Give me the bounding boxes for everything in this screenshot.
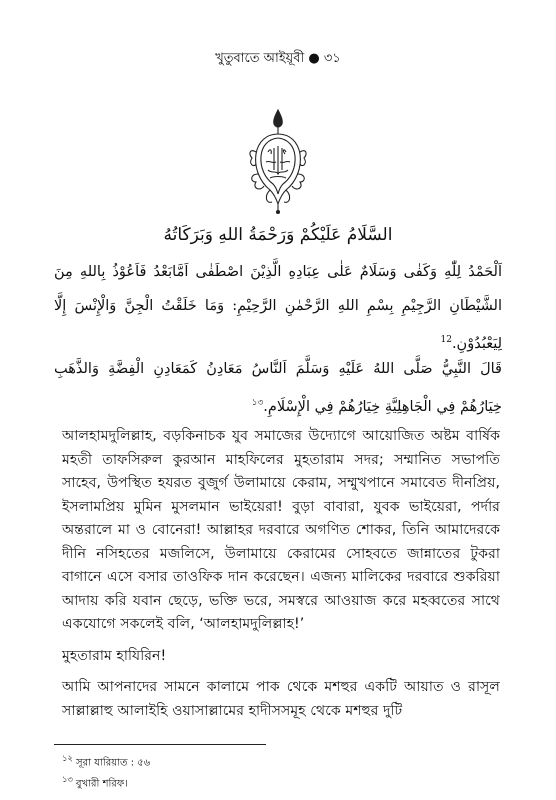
footnote-divider bbox=[54, 744, 266, 745]
arabic-hamd-verse bbox=[54, 255, 502, 361]
paragraph-opening: আলহামদুলিল্লাহ, বড়কিনাচক যুব সমাজের উদ্যোগে আয়োজিত অষ্টম বার্ষিক মহতী তাফসিরুল কুরআন মাহফিলের মুহতারাম সদর; সম্মানিত সভাপতি সাহেব, উপস্থিত হযরত বুজুর্গ উলামায়ে কেরাম, সম্মুখপানে সমাবেত দীনপ্রিয়, ইসলামপ্রিয় মুমিন মুসলমান ভাইয়েরা! বুড়া বাবারা, যুবক ভাইয়েরা, পর্দার অন্তরালে মা ও বোনেরা! আল্লাহর দরবারে অগণিত শোকর, তিনি আমাদেরকে দীনি নসিহতের মজলিসে, উলামায়ে কেরামের সোহবতে জান্নাতের টুকরা বাগানে এসে বসার তাওফিক দান করেছেন। এজন্য মালিকের দরবারে শুকরিয়া আদায় করি যবান ছেড়ে, ভক্তি ভরে, সমস্বরে আওয়াজ করে মহব্বতের সাথে একযোগে সকলেই বলি, ‘আলহামদুলিল্লাহ!’ bbox=[62, 428, 500, 632]
footnote-item bbox=[62, 771, 362, 792]
footnote-ref-13: ১৩ bbox=[251, 398, 264, 408]
footnote-text: বুখারী শরিফ। bbox=[76, 778, 128, 790]
paragraph-address: মুহতারাম হাযিরিন! bbox=[62, 647, 167, 664]
paragraph-continuation: আমি আপনাদের সামনে কালামে পাক থেকে মশহুর একটি আয়াত ও রাসূল সাল্লাল্লাহু আলাইহি ওয়াসাল্লামের হাদীসসমূহ থেকে মশহুর দুটি bbox=[62, 679, 500, 719]
footnote-ref-12: 12 bbox=[440, 335, 452, 345]
arabic-hadith bbox=[54, 352, 502, 424]
footnote-number: ১২ bbox=[62, 753, 73, 763]
running-header: খুতুবাতে আইয়ূবী ● ৩১ bbox=[215, 51, 341, 66]
calligraphy-ornament-icon bbox=[246, 108, 310, 214]
footnote-number: ১৩ bbox=[62, 774, 73, 785]
arabic-hadith-text: قَالَ النَّبِيُّ صَلَّى اللهُ عَلَيْهِ وَسَلَّمَ اَلنَّاسُ مَعَادِنُ كَمَعَادِنِ الْفِضَّةِ وَالذَّهَبِ خِيَارُهُمْ فِي الْجَاهِلِيَّةِ خِيَارُهُمْ فِي الْإِسْلَامِ. bbox=[54, 361, 502, 415]
footnote-item bbox=[62, 750, 362, 771]
salam-greeting: السَّلَامُ عَلَيْكُمْ وَرَحْمَةُ اللهِ وَبَرَكَاتُهُ bbox=[163, 225, 393, 245]
footnotes bbox=[62, 750, 362, 793]
body-text bbox=[62, 425, 500, 731]
arabic-hamd-text: اَلْحَمْدُ لِلّٰهِ وَكَفٰى وَسَلَامٌ عَلٰى عِبَادِهِ الَّذِيْنَ اصْطَفٰى اَمَّابَعْدُ فَاَعُوْذُ بِاللهِ مِنَ الشَّيْطَانِ الرَّجِيْمِ بِسْمِ اللهِ الرَّحْمٰنِ الرَّحِيْمِ: وَمَا خَلَقْتُ الْجِنَّ وَالْإِنْسَ إِلَّا لِيَعْبُدُوْنِ. bbox=[54, 264, 502, 352]
footnote-text: সূরা যারিয়াত : ৫৬ bbox=[76, 757, 151, 769]
